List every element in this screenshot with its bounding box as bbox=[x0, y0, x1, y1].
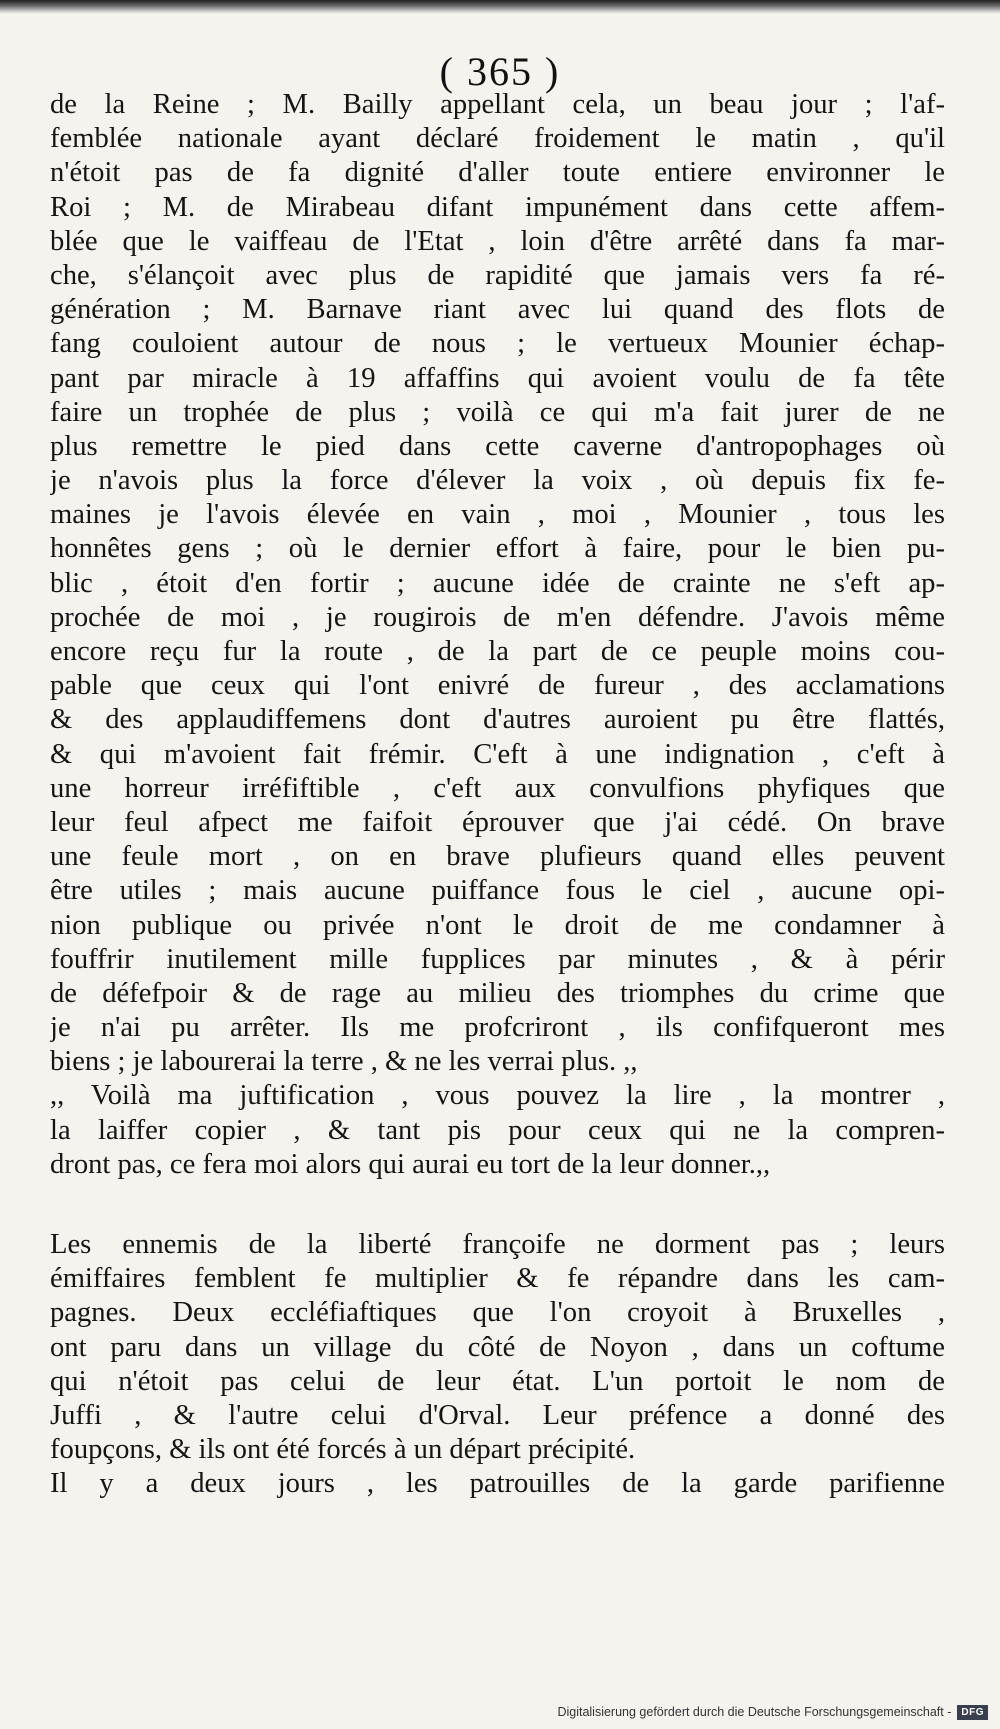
text-line: je n'avois plus la force d'élever la voix , où depuis fix fe- bbox=[50, 465, 945, 497]
text-line: je n'ai pu arrêter. Ils me profcriront , ils confifqueront mes bbox=[50, 1012, 945, 1044]
text-line: de la Reine ; M. Bailly appellant cela, un beau jour ; l'af- bbox=[50, 89, 945, 120]
text-line: Il y a deux jours , les patrouilles de la garde parifienne bbox=[50, 1468, 945, 1500]
text-line: Juffi , & l'autre celui d'Orval. Leur préfence a donné des bbox=[50, 1399, 945, 1431]
text-line: fang couloient autour de nous ; le vertueux Mounier échap- bbox=[50, 328, 945, 360]
text-line: blic , étoit d'en fortir ; aucune idée de crainte ne s'eft ap- bbox=[50, 567, 945, 599]
text-line: faire un trophée de plus ; voilà ce qui m'a fait jurer de ne bbox=[50, 396, 945, 428]
text-line: pant par miracle à 19 affaffins qui avoient voulu de fa tête bbox=[50, 362, 945, 394]
text-line: une horreur irréfiftible , c'eft aux convulfions phyfiques que bbox=[50, 772, 945, 804]
text-line: leur feul afpect me faifoit éprouver que j'ai cédé. On brave bbox=[50, 806, 945, 838]
text-line: & des applaudiffemens dont d'autres auroient pu être flattés, bbox=[50, 704, 945, 736]
text-line: che, s'élançoit avec plus de rapidité que jamais vers fa ré- bbox=[50, 259, 945, 291]
text-line: foupçons, & ils ont été forcés à un départ précipité. bbox=[50, 1434, 636, 1466]
text-line: génération ; M. Barnave riant avec lui quand des flots de bbox=[50, 294, 945, 326]
digitization-credit bbox=[557, 1701, 988, 1723]
text-line: n'étoit pas de fa dignité d'aller toute entiere environner le bbox=[50, 157, 945, 189]
text-line: pagnes. Deux eccléfiaftiques que l'on croyoit à Bruxelles , bbox=[50, 1297, 945, 1329]
text-line: encore reçu fur la route , de la part de ce peuple moins cou- bbox=[50, 636, 945, 667]
text-line: nion publique ou privée n'ont le droit de me condamner à bbox=[50, 909, 945, 941]
paragraph-gap bbox=[50, 1182, 945, 1228]
text-line: femblée nationale ayant déclaré froidement le matin , qu'il bbox=[50, 123, 945, 155]
text-line: Roi ; M. de Mirabeau difant impunément dans cette affem- bbox=[50, 191, 945, 223]
text-line: prochée de moi , je rougirois de m'en défendre. J'avois même bbox=[50, 601, 945, 633]
text-line: blée que le vaiffeau de l'Etat , loin d'être arrêté dans fa mar- bbox=[50, 225, 945, 257]
page-top-edge-shadow bbox=[0, 0, 1000, 14]
text-line: émiffaires femblent fe multiplier & fe répandre dans les cam- bbox=[50, 1263, 945, 1295]
text-line: ont paru dans un village du côté de Noyon , dans un coftume bbox=[50, 1331, 945, 1363]
dfg-logo: DFG bbox=[957, 1705, 988, 1720]
text-line: une feule mort , on en brave plufieurs quand elles peuvent bbox=[50, 841, 945, 873]
text-line: ,, Voilà ma juftification , vous pouvez la lire , la montrer , bbox=[50, 1080, 945, 1112]
body-text bbox=[50, 88, 945, 1502]
text-line: de défefpoir & de rage au milieu des triomphes du crime que bbox=[50, 977, 945, 1009]
text-line: & qui m'avoient fait frémir. C'eft à une indignation , c'eft à bbox=[50, 738, 945, 770]
text-line: biens ; je labourerai la terre , & ne les verrai plus. ,, bbox=[50, 1046, 638, 1078]
text-line: qui n'étoit pas celui de leur état. L'un portoit le nom de bbox=[50, 1365, 945, 1397]
page-number: ( 365 ) bbox=[439, 49, 561, 94]
text-line: pable que ceux qui l'ont enivré de fureur , des acclamations bbox=[50, 670, 945, 702]
text-line: honnêtes gens ; où le dernier effort à faire, pour le bien pu- bbox=[50, 533, 945, 565]
text-line: fouffrir inutilement mille fupplices par minutes , & à périr bbox=[50, 943, 945, 975]
text-line: être utiles ; mais aucune puiffance fous le ciel , aucune opi- bbox=[50, 875, 945, 907]
text-line: plus remettre le pied dans cette caverne d'antropophages où bbox=[50, 430, 945, 462]
text-line: la laiffer copier , & tant pis pour ceux qui ne la compren- bbox=[50, 1114, 945, 1146]
text-line: maines je l'avois élevée en vain , moi , Mounier , tous les bbox=[50, 499, 945, 531]
credit-text: Digitalisierung gefördert durch die Deutsche Forschungsgemeinschaft - bbox=[557, 1705, 952, 1719]
text-line: Les ennemis de la liberté françoife ne dorment pas ; leurs bbox=[50, 1229, 945, 1260]
text-line: dront pas, ce fera moi alors qui aurai eu tort de la leur donner.,, bbox=[50, 1148, 771, 1180]
